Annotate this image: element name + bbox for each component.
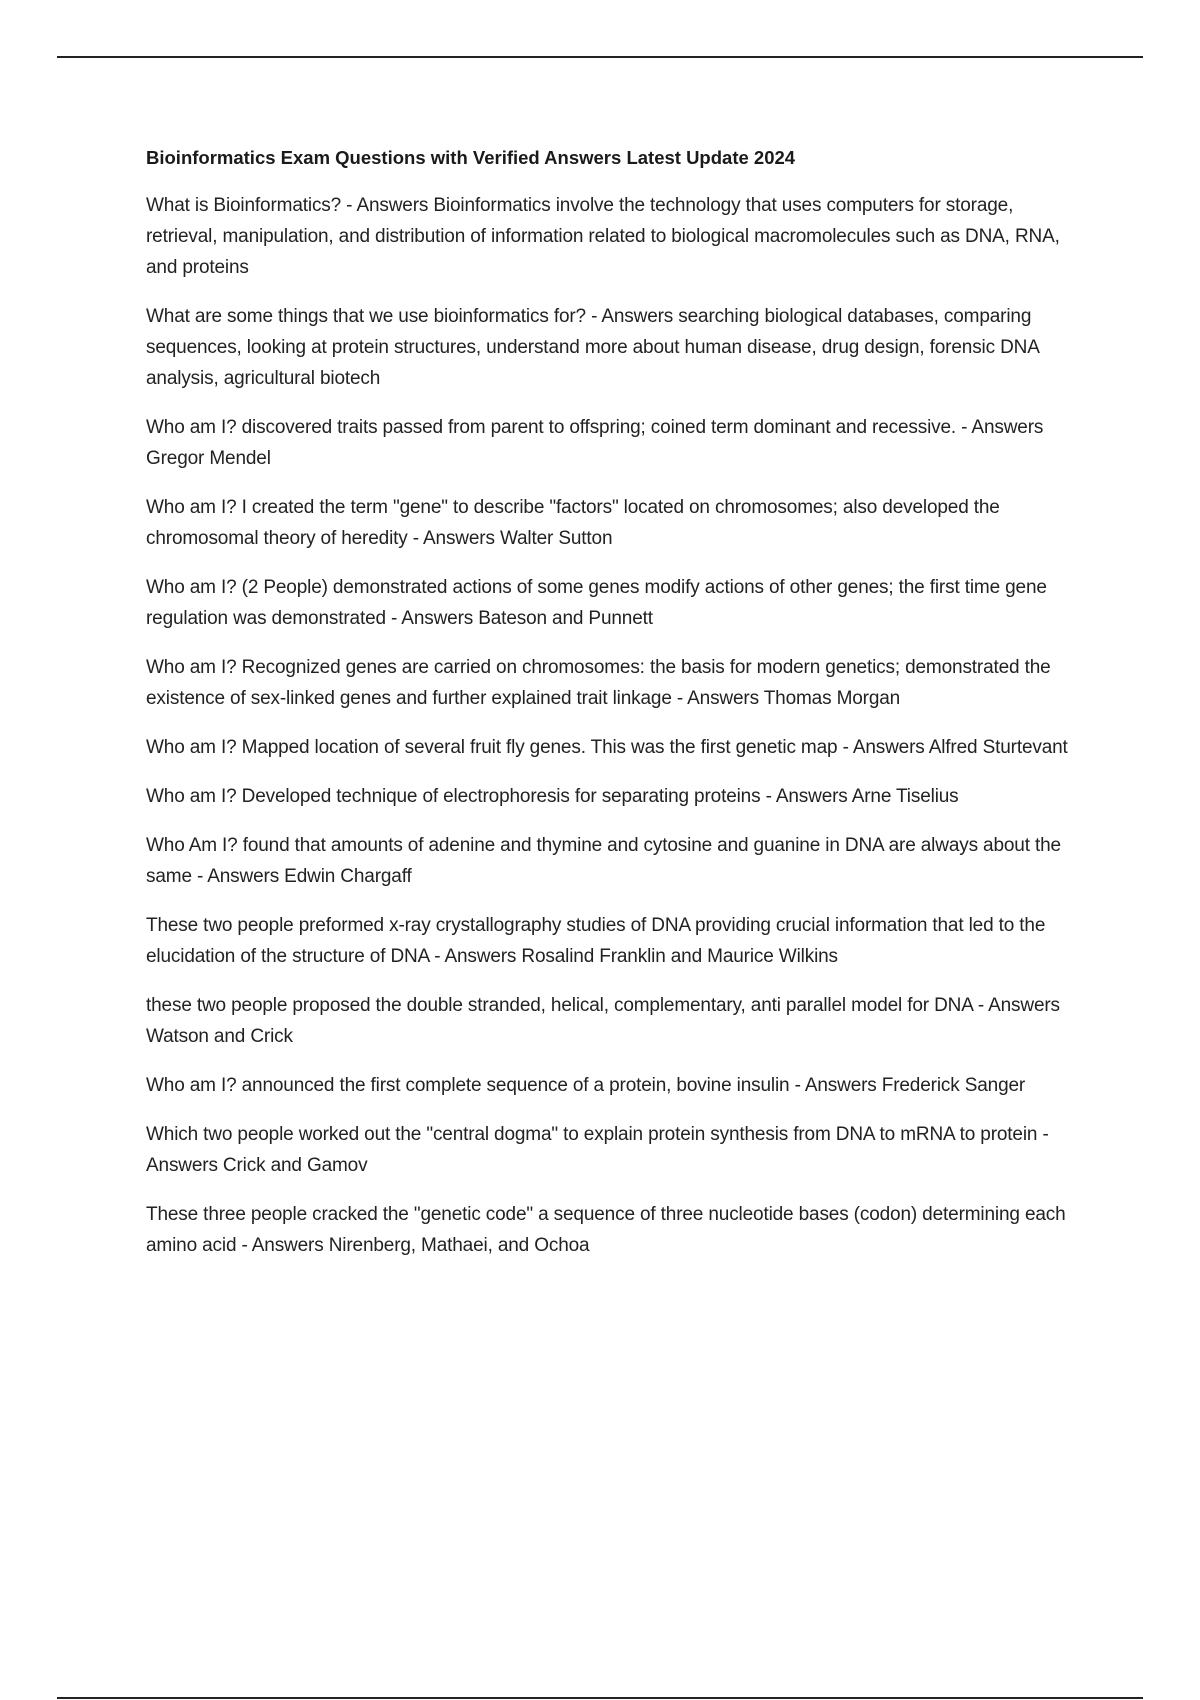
qa-entry: Which two people worked out the "central dogma" to explain protein synthesis from DNA to mRNA to protein - Answers Crick and Gamov: [146, 1124, 1049, 1176]
qa-entry: Who am I? announced the first complete sequence of a protein, bovine insulin - Answers Frederick Sanger: [146, 1075, 1026, 1096]
qa-entry: Who am I? Developed technique of electrophoresis for separating proteins - Answers Arne Tiselius: [146, 786, 959, 807]
qa-entry: Who am I? (2 People) demonstrated actions of some genes modify actions of other genes; the first time gene regulation was demonstrated - Answers Bateson and Punnett: [146, 577, 1047, 629]
qa-entry: These two people preformed x-ray crystallography studies of DNA providing crucial information that led to the elucidation of the structure of DNA - Answers Rosalind Franklin and Maurice Wilkins: [146, 915, 1046, 967]
qa-entry: these two people proposed the double stranded, helical, complementary, anti parallel model for DNA - Answers Watson and Crick: [146, 995, 1060, 1047]
document-title: Bioinformatics Exam Questions with Verified Answers Latest Update 2024: [146, 147, 796, 168]
qa-entry: What are some things that we use bioinformatics for? - Answers searching biological databases, comparing sequences, looking at protein structures, understand more about human disease, drug design, forensic DNA analysis, agricultural biotech: [146, 306, 1039, 389]
qa-entry: Who am I? Mapped location of several fruit fly genes. This was the first genetic map - Answers Alfred Sturtevant: [146, 737, 1068, 758]
qa-entry: These three people cracked the "genetic code" a sequence of three nucleotide bases (codon) determining each amino acid - Answers Nirenberg, Mathaei, and Ochoa: [146, 1204, 1066, 1256]
qa-entry: Who Am I? found that amounts of adenine and thymine and cytosine and guanine in DNA are always about the same - Answers Edwin Chargaff: [146, 835, 1061, 887]
qa-entry: What is Bioinformatics? - Answers Bioinformatics involve the technology that uses computers for storage, retrieval, manipulation, and distribution of information related to biological macromolecules such as DNA, RNA, and proteins: [146, 195, 1060, 278]
qa-entry: Who am I? I created the term "gene" to describe "factors" located on chromosomes; also developed the chromosomal theory of heredity - Answers Walter Sutton: [146, 497, 1000, 549]
header-rule: [57, 56, 1143, 58]
qa-entry: Who am I? discovered traits passed from parent to offspring; coined term dominant and recessive. - Answers Gregor Mendel: [146, 417, 1044, 469]
footer-rule: [57, 1697, 1143, 1699]
document-body: [146, 144, 1086, 1279]
qa-entry: Who am I? Recognized genes are carried on chromosomes: the basis for modern genetics; demonstrated the existence of sex-linked genes and further explained trait linkage - Answers Thomas Morgan: [146, 657, 1051, 709]
